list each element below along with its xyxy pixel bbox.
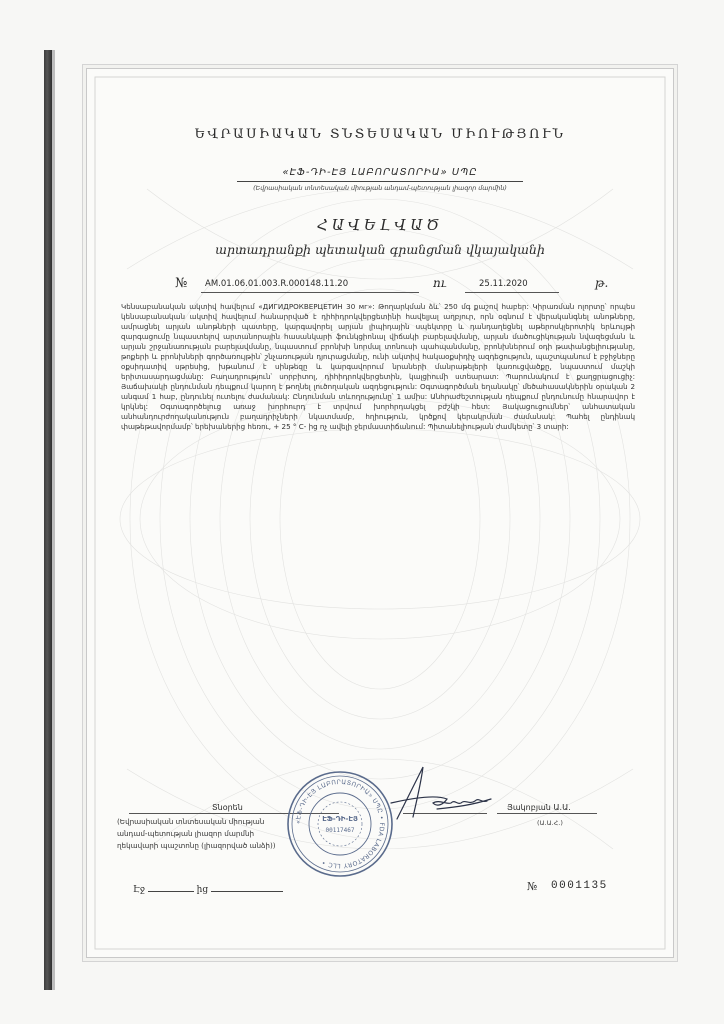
svg-text:«ԷՖ-ԴԻ-ԷՅ ԼԱԲՈՐԱՏՈՐԻԱ» ՍՊԸ • F — [295, 779, 385, 869]
registration-number-underline — [201, 292, 419, 293]
seal-center-text: ԷՖ-ԴԻ-ԷՅ — [322, 815, 358, 823]
page-of-label: ից — [196, 885, 209, 895]
handwritten-signature — [377, 759, 497, 829]
binder-strip — [44, 50, 52, 990]
document-subtitle: արտադրանքի պետական գրանցման վկայականի — [215, 242, 545, 257]
page-prefix: Էջ — [133, 885, 145, 895]
signer-caption: (Ա.Ա.Հ.) — [537, 819, 563, 827]
registration-date-underline — [465, 292, 559, 293]
document-title: ՀԱՎԵԼՎԱԾ — [316, 216, 444, 234]
binder-shadow — [52, 50, 55, 990]
issuer-name: «ԷՖ-ԴԻ-ԷՅ ԼԱԲՈՐԱՏՈՐԻԱ» ՍՊԸ — [282, 167, 478, 178]
product-description — [121, 302, 635, 432]
issuer-underline — [237, 181, 523, 182]
page-number-blank — [148, 883, 194, 892]
page-date-fill — [133, 883, 283, 895]
product-description-text: Կենսաբանական ակտիվ հավելում «ДИГИДРОКВЕРЦЕТИН 30 мг»: Թողարկման ձև՝ 250 մգ քաշով հաբեր: Կիրառման ոլորտը՝ որպես կենսաբանական ակտիվ հավելում հանարրված է դիհիդրոկվերցետինի հավելյալ աղբյուր, որն օգնում է վերականգնել անոթները, ամրացնել արյան անոթների պատերը, կարգավորել արյան լիպիդային սպեկտրը և դանդաղեցնել աթերոսկլերոտիկ երևույթի զարգացումը նպաստելով արտանորային հասանկարի ֆունկցիոնալ վիճակի բարելավմանը, արյան մածուցիկության նվազեցման և արյան շրջանառության բարելավմանը, նպաստում բրոնխի նորմալ տոնուսի պահպանմանը, բրոնխներում օդի թափանցելիությանը, թոքերի և բրոնխների գործառույթին՝ շնչառության դյուրացմանը, ունի ակտիվ հակաօքսիդիչ ազդեցություն, պաշտպանում է բջիջները օքսիդատիվ սթրեսից, խթանում է սինթեզը և կարգավորում նրաների մանրաթելերի կառուցվածքը, նպաստում մաշկի երիտասարդացմանը: Բաղադրություն՝ սորբիտոլ, դիհիդրոկվերցետին, կալցիումի ստեարատ: Պարունակում է քաղցրացուցիչ: Յաճախակի ընդունման դեպքում կարող է թողնել լուծողական ազդեցություն: Օգտագործման եղանակը՝ մեծահասակներին օրական 2 անգամ 1 հաբ, ընդունել ուտելու ժամանակ: Ընդունման տևողությունը՝ 1 ամիս: Անհրաժեշտության դեպքում ընդունումը հնարավոր է կրկնել: Օգտագործելուց առաջ խորհուրդ է տրվում խորհրդակցել բժշկի հետ: Յակացուցումներ՝ անհատական անհանդուրժողականություն բաղադրիչների նկատմամբ, հղիություն, կրծքով կերակրման ժամանակ: Պահել ընդինակ փաթեթավորմամբ՝ երեխաներից հեռու, + 25 ° C- ից ոչ ավելի ջերմաստիճանում: Պիտանելիության ժամկետը՝ 3 տարի: — [121, 302, 635, 431]
certificate-sheet — [86, 68, 674, 958]
year-suffix: թ. — [595, 276, 609, 290]
round-seal — [285, 769, 395, 879]
head-position-title: Տնօրեն — [212, 803, 243, 812]
head-position-caption: (Եվրասիական տնտեսական միության անդամ-պետության լիազոր մարմնի ղեկավարի պաշտոնը (լիազորված անձի)) — [117, 817, 276, 850]
registration-number: AM.01.06.01.003.R.000148.11.20 — [205, 279, 349, 289]
signer-name-underline — [497, 813, 597, 814]
date-from-label: ու — [433, 276, 447, 290]
union-title: ԵՎՐԱՍԻԱԿԱՆ ՏՆՏԵՍԱԿԱՆ ՄԻՈՒԹՅՈՒՆ — [194, 127, 566, 142]
serial-number: 0001135 — [551, 880, 608, 892]
seal-code: 00117467 — [325, 827, 355, 834]
page-total-blank — [211, 883, 283, 892]
serial-number-sign: № — [527, 880, 538, 893]
registration-number-sign: № — [175, 276, 188, 291]
signer-name: Յակոբյան Ա.Ա. — [507, 803, 571, 812]
issuer-caption: (Եվրասիական տնտեսական միության անդամ-պետության լիազոր մարմին) — [253, 185, 507, 192]
seal-ring-text: «ԷՖ-ԴԻ-ԷՅ ԼԱԲՈՐԱՏՈՐԻԱ» ՍՊԸ • FDA LABORATORY LLC • — [294, 778, 386, 870]
registration-date: 25.11.2020 — [479, 279, 528, 289]
